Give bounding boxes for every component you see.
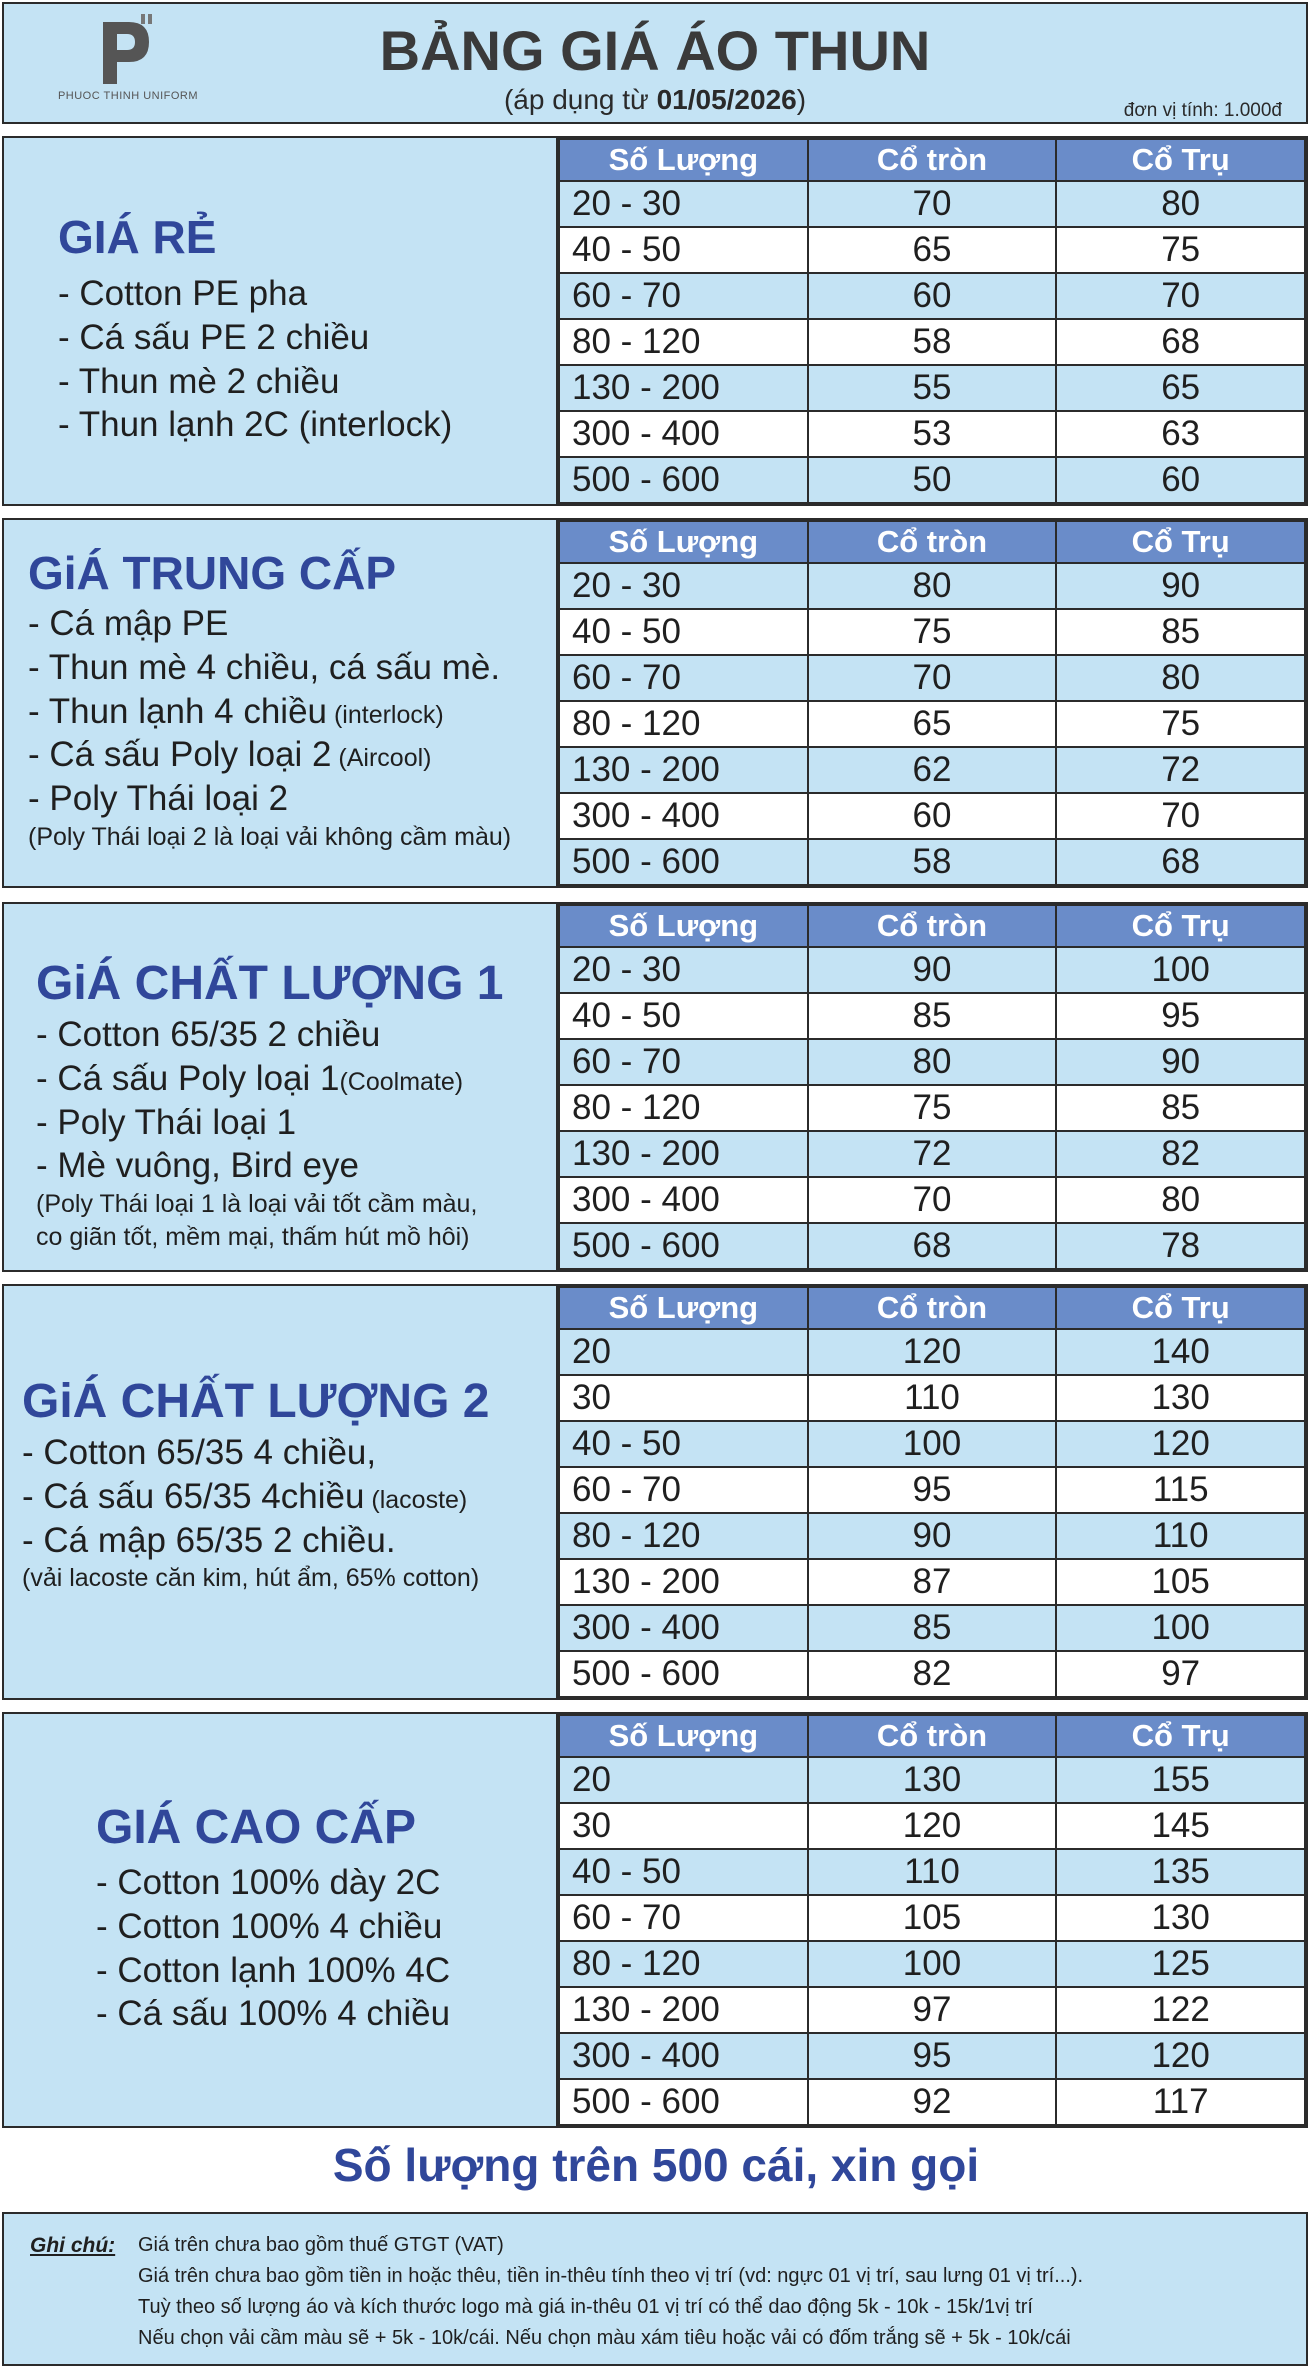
tier-feature: - Thun mè 2 chiều	[58, 361, 340, 401]
tier-name: GiÁ TRUNG CẤP	[28, 547, 396, 599]
column-header: Cổ tròn	[808, 1715, 1057, 1757]
round-neck-price-cell: 58	[808, 319, 1057, 365]
tier-feature: - Cá sấu 65/35 4chiều (lacoste)	[22, 1476, 468, 1516]
round-neck-price-cell: 97	[808, 1987, 1057, 2033]
quantity-cell: 60 - 70	[559, 1895, 808, 1941]
table-row	[559, 1329, 1305, 1375]
tier-feature: - Cotton PE pha	[58, 274, 308, 313]
quantity-cell: 130 - 200	[559, 747, 808, 793]
quantity-cell: 500 - 600	[559, 1651, 808, 1697]
polo-price-cell: 155	[1056, 1757, 1305, 1803]
price-table	[558, 904, 1306, 1270]
round-neck-price-cell: 85	[808, 1605, 1057, 1651]
quantity-cell: 40 - 50	[559, 1421, 808, 1467]
tier-feature: - Cá sấu Poly loại 1(Coolmate)	[36, 1058, 464, 1098]
column-header: Số Lượng	[559, 1287, 808, 1329]
round-neck-price-cell: 120	[808, 1329, 1057, 1375]
round-neck-price-cell: 68	[808, 1223, 1057, 1269]
round-neck-price-cell: 80	[808, 1039, 1057, 1085]
quantity-cell: 130 - 200	[559, 1559, 808, 1605]
tier-note: (vải lacoste căn kim, hút ẩm, 65% cotton)	[22, 1564, 480, 1593]
quantity-cell: 500 - 600	[559, 2079, 808, 2125]
polo-price-cell: 80	[1056, 181, 1305, 227]
column-header: Cổ Trụ	[1056, 905, 1305, 947]
notes-list	[138, 2230, 1083, 2354]
polo-price-cell: 68	[1056, 839, 1305, 885]
quantity-cell: 80 - 120	[559, 1085, 808, 1131]
quantity-cell: 40 - 50	[559, 993, 808, 1039]
polo-price-cell: 85	[1056, 609, 1305, 655]
tier-feature: - Cotton 100% 4 chiều	[96, 1906, 443, 1946]
column-header: Cổ tròn	[808, 1287, 1057, 1329]
quantity-cell: 80 - 120	[559, 319, 808, 365]
quantity-cell: 20 - 30	[559, 181, 808, 227]
round-neck-price-cell: 60	[808, 793, 1057, 839]
polo-price-cell: 82	[1056, 1131, 1305, 1177]
round-neck-price-cell: 70	[808, 655, 1057, 701]
quantity-cell: 80 - 120	[559, 1941, 808, 1987]
round-neck-price-cell: 110	[808, 1375, 1057, 1421]
round-neck-price-cell: 75	[808, 1085, 1057, 1131]
price-table	[558, 138, 1306, 504]
polo-price-cell: 105	[1056, 1559, 1305, 1605]
tier-name: GIÁ RẺ	[58, 211, 217, 263]
tier-feature: - Thun lạnh 4 chiều (interlock)	[28, 691, 444, 731]
quantity-cell: 20	[559, 1329, 808, 1375]
polo-price-cell: 135	[1056, 1849, 1305, 1895]
price-table	[558, 520, 1306, 886]
price-table	[558, 1714, 1306, 2126]
round-neck-price-cell: 65	[808, 227, 1057, 273]
logo-text: PHUOC THINH UNIFORM	[57, 90, 199, 102]
polo-price-cell: 115	[1056, 1467, 1305, 1513]
table-row	[559, 1849, 1305, 1895]
polo-price-cell: 90	[1056, 563, 1305, 609]
table-row	[559, 1223, 1305, 1269]
tier-note: (Poly Thái loại 2 là loại vải không cầm màu)	[28, 822, 512, 851]
tier-feature: - Cá mập PE	[28, 604, 229, 643]
column-header: Cổ tròn	[808, 521, 1057, 563]
page-title: BẢNG GIÁ ÁO THUN	[379, 19, 931, 82]
round-neck-price-cell: 58	[808, 839, 1057, 885]
round-neck-price-cell: 53	[808, 411, 1057, 457]
quantity-cell: 130 - 200	[559, 1131, 808, 1177]
notes-box	[2, 2212, 1308, 2366]
quantity-cell: 60 - 70	[559, 1467, 808, 1513]
quantity-cell: 40 - 50	[559, 1849, 808, 1895]
column-header: Cổ tròn	[808, 139, 1057, 181]
table-header-row	[559, 521, 1305, 563]
quantity-cell: 130 - 200	[559, 365, 808, 411]
round-neck-price-cell: 130	[808, 1757, 1057, 1803]
tier-feature: - Poly Thái loại 2	[28, 779, 289, 818]
polo-price-cell: 100	[1056, 1605, 1305, 1651]
quantity-cell: 130 - 200	[559, 1987, 808, 2033]
tier-note: (Poly Thái loại 1 là loại vải tốt cầm màu,	[36, 1190, 478, 1218]
table-row	[559, 1803, 1305, 1849]
table-row	[559, 365, 1305, 411]
quantity-cell: 20 - 30	[559, 563, 808, 609]
tier-feature: - Thun mè 4 chiều, cá sấu mè.	[28, 647, 501, 687]
table-row	[559, 457, 1305, 503]
table-row	[559, 1987, 1305, 2033]
quantity-cell: 300 - 400	[559, 411, 808, 457]
round-neck-price-cell: 100	[808, 1421, 1057, 1467]
table-row	[559, 839, 1305, 885]
table-row	[559, 1177, 1305, 1223]
effective-date: 01/05/2026	[656, 84, 797, 115]
round-neck-price-cell: 60	[808, 273, 1057, 319]
polo-price-cell: 145	[1056, 1803, 1305, 1849]
tier-feature: - Mè vuông, Bird eye	[36, 1146, 359, 1186]
table-row	[559, 655, 1305, 701]
quantity-cell: 60 - 70	[559, 655, 808, 701]
table-row	[559, 947, 1305, 993]
price-table	[558, 1286, 1306, 1698]
polo-price-cell: 120	[1056, 2033, 1305, 2079]
table-row	[559, 2079, 1305, 2125]
table-row	[559, 1467, 1305, 1513]
round-neck-price-cell: 85	[808, 993, 1057, 1039]
quantity-cell: 40 - 50	[559, 227, 808, 273]
table-row	[559, 1085, 1305, 1131]
table-row	[559, 1757, 1305, 1803]
table-row	[559, 227, 1305, 273]
polo-price-cell: 70	[1056, 793, 1305, 839]
tier-name: GIÁ CAO CẤP	[96, 1801, 417, 1854]
tier-name: GiÁ CHẤT LƯỢNG 2	[22, 1375, 490, 1428]
notes-label: Ghi chú:	[30, 2234, 116, 2257]
round-neck-price-cell: 50	[808, 457, 1057, 503]
unit-label: đơn vị tính: 1.000đ	[1123, 100, 1282, 121]
call-to-order: Số lượng trên 500 cái, xin gọi	[332, 2139, 980, 2191]
table-header-row	[559, 139, 1305, 181]
tier-section-4	[2, 1284, 1308, 1700]
column-header: Cổ tròn	[808, 905, 1057, 947]
polo-price-cell: 80	[1056, 655, 1305, 701]
polo-price-cell: 130	[1056, 1375, 1305, 1421]
tier-section-5	[2, 1712, 1308, 2128]
polo-price-cell: 78	[1056, 1223, 1305, 1269]
polo-price-cell: 130	[1056, 1895, 1305, 1941]
polo-price-cell: 125	[1056, 1941, 1305, 1987]
quantity-cell: 40 - 50	[559, 609, 808, 655]
tier-feature: - Cotton 100% dày 2C	[96, 1863, 441, 1902]
polo-price-cell: 65	[1056, 365, 1305, 411]
round-neck-price-cell: 95	[808, 2033, 1057, 2079]
round-neck-price-cell: 70	[808, 181, 1057, 227]
table-row	[559, 1559, 1305, 1605]
round-neck-price-cell: 70	[808, 1177, 1057, 1223]
round-neck-price-cell: 87	[808, 1559, 1057, 1605]
round-neck-price-cell: 80	[808, 563, 1057, 609]
quantity-cell: 20 - 30	[559, 947, 808, 993]
quantity-cell: 500 - 600	[559, 457, 808, 503]
note-line: Tuỳ theo số lượng áo và kích thước logo mà giá in-thêu 01 vị trí có thể dao động 5k - 10k - 15k/1vị trí	[138, 2296, 1033, 2318]
table-row	[559, 1421, 1305, 1467]
quantity-cell: 500 - 600	[559, 1223, 808, 1269]
round-neck-price-cell: 95	[808, 1467, 1057, 1513]
quantity-cell: 300 - 400	[559, 1605, 808, 1651]
round-neck-price-cell: 90	[808, 947, 1057, 993]
polo-price-cell: 90	[1056, 1039, 1305, 1085]
quantity-cell: 80 - 120	[559, 1513, 808, 1559]
polo-price-cell: 60	[1056, 457, 1305, 503]
quantity-cell: 30	[559, 1375, 808, 1421]
page-header	[2, 2, 1308, 124]
polo-price-cell: 75	[1056, 227, 1305, 273]
round-neck-price-cell: 75	[808, 609, 1057, 655]
polo-price-cell: 70	[1056, 273, 1305, 319]
column-header: Cổ Trụ	[1056, 1287, 1305, 1329]
table-row	[559, 1513, 1305, 1559]
round-neck-price-cell: 62	[808, 747, 1057, 793]
polo-price-cell: 100	[1056, 947, 1305, 993]
tier-description	[4, 904, 558, 1270]
column-header: Số Lượng	[559, 521, 808, 563]
page-subtitle: (áp dụng từ 01/05/2026)	[503, 84, 807, 115]
polo-price-cell: 110	[1056, 1513, 1305, 1559]
polo-price-cell: 63	[1056, 411, 1305, 457]
round-neck-price-cell: 82	[808, 1651, 1057, 1697]
polo-price-cell: 75	[1056, 701, 1305, 747]
table-row	[559, 563, 1305, 609]
column-header: Cổ Trụ	[1056, 139, 1305, 181]
tier-feature: - Cá sấu Poly loại 2 (Aircool)	[28, 735, 432, 775]
round-neck-price-cell: 105	[808, 1895, 1057, 1941]
quantity-cell: 300 - 400	[559, 793, 808, 839]
tier-description	[4, 1286, 558, 1698]
table-row	[559, 793, 1305, 839]
tier-feature: - Cotton 65/35 2 chiều	[36, 1015, 381, 1054]
quantity-cell: 60 - 70	[559, 273, 808, 319]
column-header: Cổ Trụ	[1056, 521, 1305, 563]
polo-price-cell: 85	[1056, 1085, 1305, 1131]
table-row	[559, 747, 1305, 793]
table-row	[559, 993, 1305, 1039]
tier-feature: - Thun lạnh 2C (interlock)	[58, 405, 453, 445]
quantity-cell: 80 - 120	[559, 701, 808, 747]
tier-feature: - Cá mập 65/35 2 chiều.	[22, 1520, 396, 1560]
table-row	[559, 2033, 1305, 2079]
table-row	[559, 609, 1305, 655]
quantity-cell: 500 - 600	[559, 839, 808, 885]
tier-name: GiÁ CHẤT LƯỢNG 1	[36, 957, 504, 1010]
quantity-cell: 30	[559, 1803, 808, 1849]
table-row	[559, 273, 1305, 319]
tier-feature: - Cá sấu 100% 4 chiều	[96, 1994, 451, 2034]
column-header: Số Lượng	[559, 139, 808, 181]
tier-section-1	[2, 136, 1308, 506]
note-line: Nếu chọn vải cầm màu sẽ + 5k - 10k/cái. Nếu chọn màu xám tiêu hoặc vải có đốm trắng sẽ + 5k - 10k/cái	[138, 2327, 1071, 2349]
table-row	[559, 1895, 1305, 1941]
note-line: Giá trên chưa bao gồm tiền in hoặc thêu, tiền in-thêu tính theo vị trí (vd: ngực 01 vị trí, sau lưng 01 vị trí...).	[138, 2265, 1084, 2287]
round-neck-price-cell: 120	[808, 1803, 1057, 1849]
table-row	[559, 701, 1305, 747]
round-neck-price-cell: 92	[808, 2079, 1057, 2125]
table-header-row	[559, 1287, 1305, 1329]
polo-price-cell: 97	[1056, 1651, 1305, 1697]
round-neck-price-cell: 100	[808, 1941, 1057, 1987]
table-row	[559, 1605, 1305, 1651]
column-header: Số Lượng	[559, 905, 808, 947]
tier-feature: - Poly Thái loại 1	[36, 1102, 297, 1142]
tier-description	[4, 1714, 558, 2126]
tier-note: co giãn tốt, mềm mại, thấm hút mồ hôi)	[36, 1222, 470, 1251]
table-header-row	[559, 1715, 1305, 1757]
polo-price-cell: 117	[1056, 2079, 1305, 2125]
table-row	[559, 1941, 1305, 1987]
tier-description	[4, 520, 558, 886]
round-neck-price-cell: 55	[808, 365, 1057, 411]
table-row	[559, 411, 1305, 457]
quantity-cell: 300 - 400	[559, 2033, 808, 2079]
tier-feature: - Cotton 65/35 4 chiều,	[22, 1433, 377, 1472]
table-row	[559, 181, 1305, 227]
table-row	[559, 1375, 1305, 1421]
polo-price-cell: 80	[1056, 1177, 1305, 1223]
tier-section-3	[2, 902, 1308, 1272]
table-header-row	[559, 905, 1305, 947]
column-header: Cổ Trụ	[1056, 1715, 1305, 1757]
round-neck-price-cell: 72	[808, 1131, 1057, 1177]
tier-feature: - Cá sấu PE 2 chiều	[58, 317, 370, 357]
tier-description	[4, 138, 558, 504]
table-row	[559, 1651, 1305, 1697]
table-row	[559, 319, 1305, 365]
polo-price-cell: 120	[1056, 1421, 1305, 1467]
polo-price-cell: 95	[1056, 993, 1305, 1039]
tier-section-2	[2, 518, 1308, 888]
table-row	[559, 1039, 1305, 1085]
polo-price-cell: 68	[1056, 319, 1305, 365]
polo-price-cell: 72	[1056, 747, 1305, 793]
polo-price-cell: 122	[1056, 1987, 1305, 2033]
quantity-cell: 60 - 70	[559, 1039, 808, 1085]
round-neck-price-cell: 65	[808, 701, 1057, 747]
table-row	[559, 1131, 1305, 1177]
tier-feature: - Cotton lạnh 100% 4C	[96, 1950, 451, 1990]
polo-price-cell: 140	[1056, 1329, 1305, 1375]
column-header: Số Lượng	[559, 1715, 808, 1757]
round-neck-price-cell: 90	[808, 1513, 1057, 1559]
quantity-cell: 20	[559, 1757, 808, 1803]
round-neck-price-cell: 110	[808, 1849, 1057, 1895]
quantity-cell: 300 - 400	[559, 1177, 808, 1223]
note-line: Giá trên chưa bao gồm thuế GTGT (VAT)	[138, 2234, 504, 2256]
